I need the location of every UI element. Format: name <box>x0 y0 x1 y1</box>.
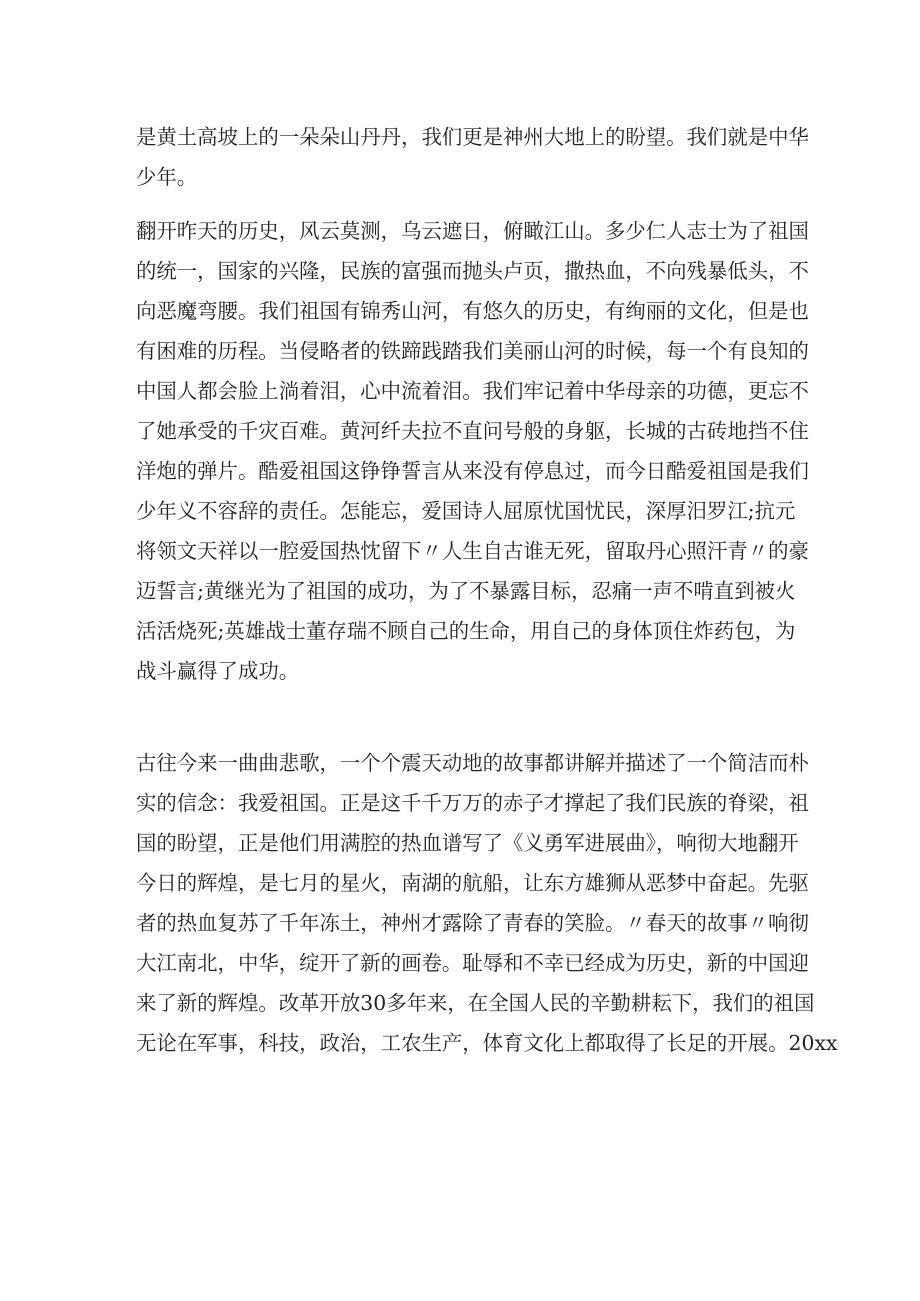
text-line: 洋炮的弹片。酷爱祖国这铮铮誓言从来没有停息过，而今日酷爱祖国是我们 <box>136 459 809 483</box>
text-line: 迈誓言;黄继光为了祖国的成功，为了不暴露目标，忍痛一声不啃直到被火 <box>136 579 796 603</box>
text-line: 少年义不容辞的责任。怎能忘，爱国诗人屈原忧国忧民，深厚汨罗江;抗元 <box>136 499 796 523</box>
text-line: 国的盼望，正是他们用满腔的热血谱写了《义勇军进展曲》，响彻大地翻开 <box>136 831 799 855</box>
text-line: 活活烧死;英雄战士董存瑞不顾自己的生命，用自己的身体顶住炸药包，为 <box>136 619 796 643</box>
text-line: 中国人都会脸上淌着泪，心中流着泪。我们牢记着中华母亲的功德，更忘不 <box>136 379 809 403</box>
text-line: 来了新的辉煌。改革开放30多年来，在全国人民的辛勤耕耘下，我们的祖国 <box>136 991 815 1015</box>
text-line: 少年。 <box>136 165 198 189</box>
text-line: 翻开昨天的历史，风云莫测，乌云遮日，俯瞰江山。多少仁人志士为了祖国 <box>136 219 809 243</box>
text-line: 了她承受的千灾百难。黄河纤夫拉不直问号般的身躯，长城的古砖地挡不住 <box>136 419 809 443</box>
text-line: 向恶魔弯腰。我们祖国有锦秀山河，有悠久的历史，有绚丽的文化，但是也 <box>136 299 809 323</box>
text-line: 实的信念：我爱祖国。正是这千千万万的赤子才撑起了我们民族的脊梁，祖 <box>136 791 809 815</box>
text-line: 无论在军事，科技，政治，工农生产，体育文化上都取得了长足的开展。20xx <box>136 1031 838 1055</box>
text-line: 今日的辉煌，是七月的星火，南湖的航船，让东方雄狮从恶梦中奋起。先驱 <box>136 871 809 895</box>
text-line: 古往今来一曲曲悲歌，一个个震天动地的故事都讲解并描述了一个简洁而朴 <box>136 751 809 775</box>
text-line: 有困难的历程。当侵略者的铁蹄践踏我们美丽山河的时候，每一个有良知的 <box>136 339 809 363</box>
text-line: 将领文天祥以一腔爱国热忱留下〃人生自古谁无死，留取丹心照汗青〃的豪 <box>136 539 809 563</box>
text-line: 大江南北，中华，绽开了新的画卷。耻辱和不幸已经成为历史，新的中国迎 <box>136 951 809 975</box>
paragraph-3 <box>136 743 838 1063</box>
paragraph-2 <box>136 211 809 691</box>
text-line: 者的热血复苏了千年冻土，神州才露除了青春的笑脸。〃春天的故事〃响彻 <box>136 911 809 935</box>
text-line: 的统一，国家的兴隆，民族的富强而抛头卢页，撒热血，不向残暴低头，不 <box>136 259 809 283</box>
text-line: 战斗赢得了成功。 <box>136 659 300 683</box>
text-line: 是黄土高坡上的一朵朵山丹丹，我们更是神州大地上的盼望。我们就是中华 <box>136 125 809 149</box>
paragraph-1 <box>136 117 809 197</box>
